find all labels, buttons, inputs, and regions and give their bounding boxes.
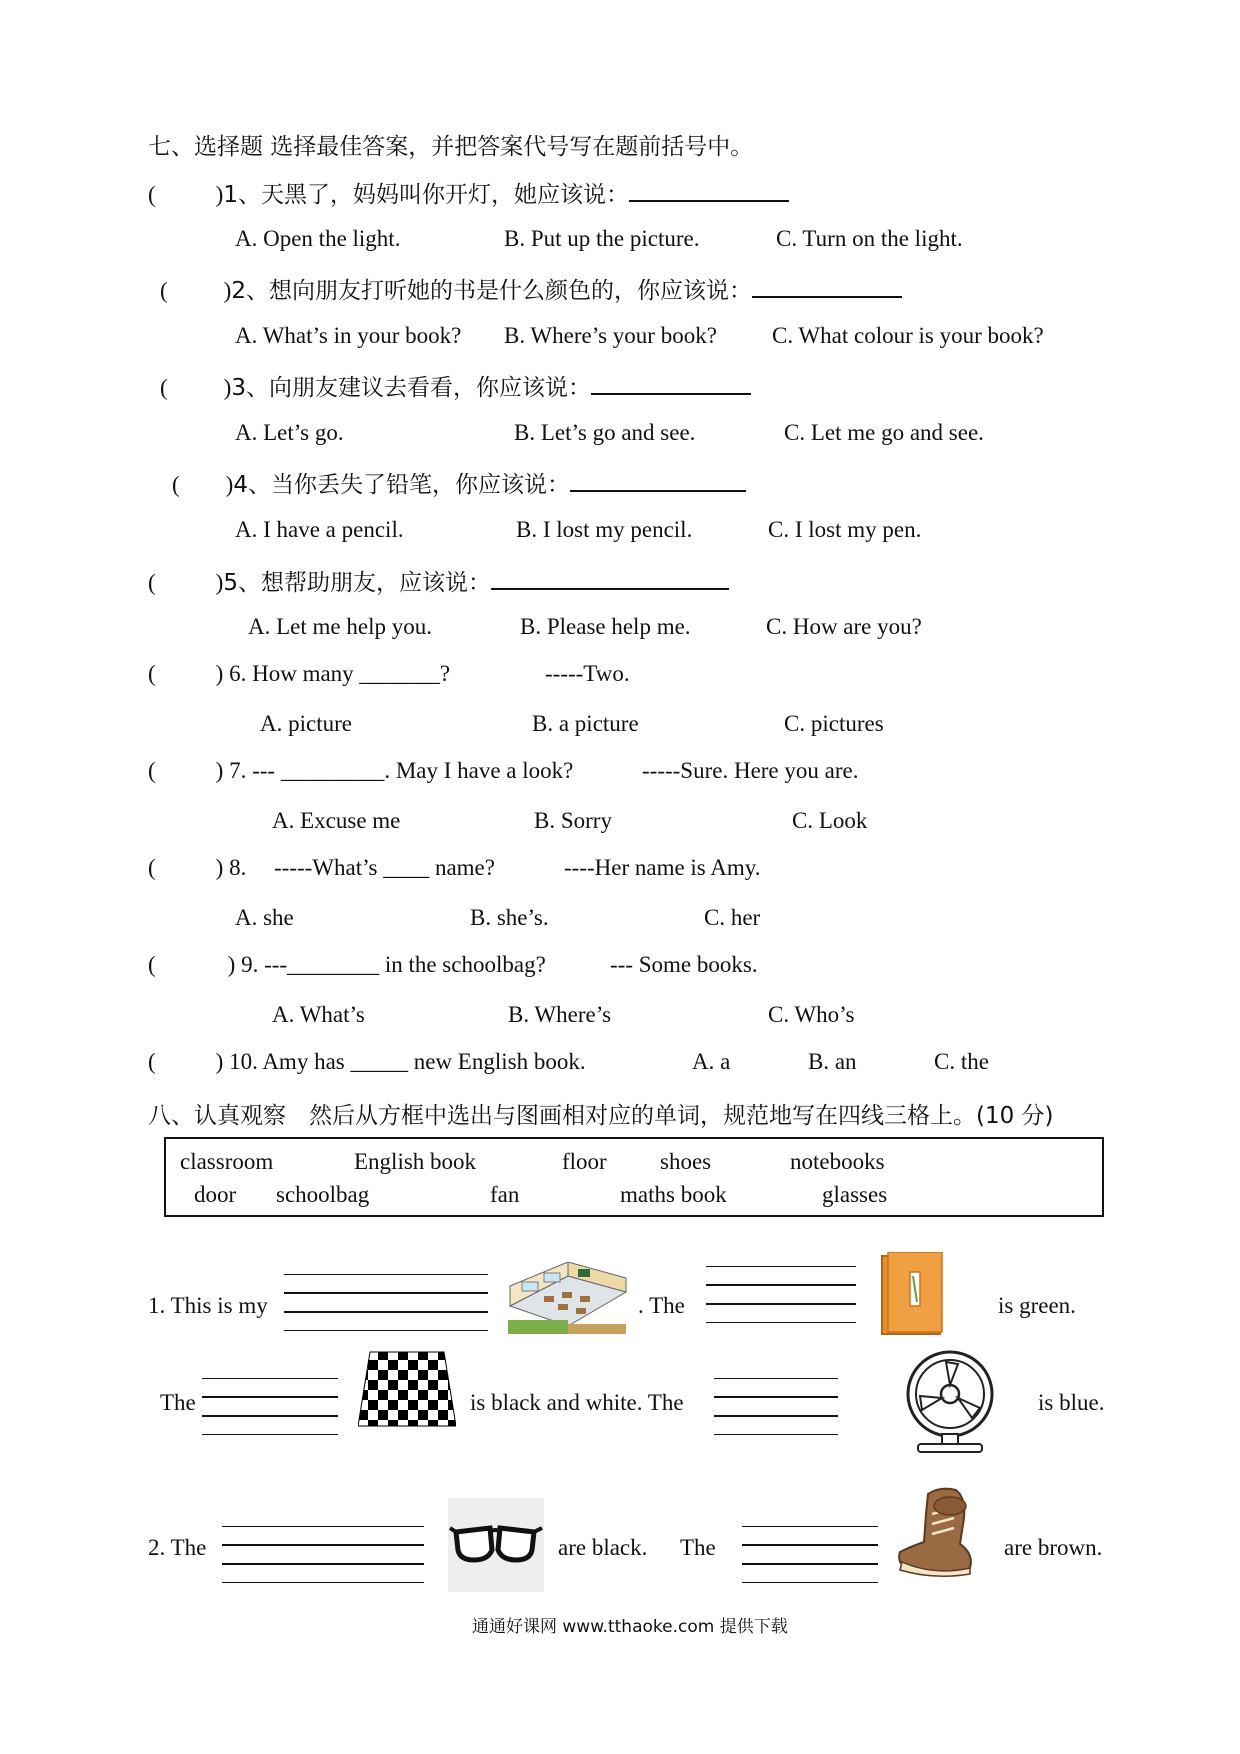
question-2: ( )2、想向朋友打听她的书是什么颜色的，你应该说：	[160, 272, 902, 305]
answer-blank[interactable]	[570, 488, 746, 492]
writing-lines-shoes[interactable]	[742, 1526, 878, 1600]
word-bank-box	[164, 1137, 1104, 1217]
s1-end: is green.	[998, 1293, 1076, 1318]
q6-option-b: B. a picture	[532, 711, 639, 736]
q5-option-a: A. Let me help you.	[248, 614, 432, 639]
q7-option-a: A. Excuse me	[272, 808, 401, 833]
q9-option-b: B. Where’s	[508, 1002, 612, 1027]
question-7: ( ) 7. --- _________. May I have a look?	[148, 758, 574, 783]
section-7-title: 七、选择题 选择最佳答案，并把答案代号写在题前括号中。	[148, 134, 754, 160]
q9-option-a: A. What’s	[272, 1002, 365, 1027]
q9-option-c: C. Who’s	[768, 1002, 855, 1027]
question-9: ( ) 9. ---________ in the schoolbag?	[148, 952, 546, 977]
q7-option-b: B. Sorry	[534, 808, 612, 833]
q4-option-c: C. I lost my pen.	[768, 517, 922, 542]
word-shoes: shoes	[660, 1149, 712, 1174]
q7-option-c: C. Look	[792, 808, 868, 833]
writing-lines-classroom[interactable]	[284, 1274, 488, 1348]
word-floor: floor	[562, 1149, 607, 1174]
writing-lines-glasses[interactable]	[222, 1526, 424, 1600]
word-notebooks: notebooks	[790, 1149, 885, 1174]
door-picture	[880, 1252, 946, 1336]
q10-option-a: A. a	[692, 1049, 731, 1074]
writing-lines-door[interactable]	[706, 1266, 856, 1340]
q10-option-c: C. the	[934, 1049, 989, 1074]
q6-option-a: A. picture	[260, 711, 352, 736]
word-classroom: classroom	[180, 1149, 274, 1174]
answer-blank[interactable]	[491, 586, 729, 590]
s3-end: are brown.	[1004, 1535, 1103, 1560]
answer-blank[interactable]	[629, 198, 789, 202]
q1-option-b: B. Put up the picture.	[504, 226, 700, 251]
q8-option-c: C. her	[704, 905, 761, 930]
classroom-picture	[504, 1262, 630, 1336]
q6-response: -----Two.	[545, 661, 630, 686]
s3-mid: are black.	[558, 1535, 648, 1560]
s3-mid2: The	[680, 1535, 716, 1560]
q8-option-a: A. she	[235, 905, 294, 930]
q4-option-b: B. I lost my pencil.	[516, 517, 693, 542]
q8-response: ----Her name is Amy.	[564, 855, 761, 880]
q2-option-a: A. What’s in your book?	[235, 323, 462, 348]
fan-picture	[902, 1350, 998, 1454]
word-maths-book: maths book	[620, 1182, 727, 1207]
q5-option-b: B. Please help me.	[520, 614, 691, 639]
answer-blank[interactable]	[591, 391, 751, 395]
question-4: ( )4、当你丢失了铅笔，你应该说：	[172, 466, 746, 499]
question-8: ( ) 8.	[148, 855, 247, 880]
q7-response: -----Sure. Here you are.	[642, 758, 859, 783]
question-5: ( )5、想帮助朋友，应该说：	[148, 564, 729, 597]
s1-prefix: 1. This is my	[148, 1293, 268, 1318]
question-3: ( )3、向朋友建议去看看，你应该说：	[160, 369, 751, 402]
writing-lines-fan[interactable]	[714, 1378, 838, 1452]
word-glasses: glasses	[822, 1182, 888, 1207]
s1-mid: . The	[638, 1293, 685, 1318]
writing-lines-floor[interactable]	[202, 1378, 338, 1452]
q8-prompt: -----What’s ____ name?	[274, 855, 495, 880]
floor-picture	[358, 1350, 456, 1428]
section-8-title: 八、认真观察 然后从方框中选出与图画相对应的单词，规范地写在四线三格上。(10 分)	[148, 1103, 1054, 1129]
q1-option-c: C. Turn on the light.	[776, 226, 963, 251]
word-english-book: English book	[354, 1149, 477, 1174]
page-footer: 通通好课网 www.tthaoke.com 提供下载	[472, 1617, 788, 1637]
s2-mid: is black and white. The	[470, 1390, 684, 1415]
q9-response: --- Some books.	[610, 952, 758, 977]
question-6: ( ) 6. How many _______?	[148, 661, 451, 686]
q2-option-c: C. What colour is your book?	[772, 323, 1044, 348]
q8-option-b: B. she’s.	[470, 905, 549, 930]
s2-prefix: The	[160, 1390, 196, 1415]
q10-option-b: B. an	[808, 1049, 857, 1074]
q3-option-b: B. Let’s go and see.	[514, 420, 696, 445]
answer-blank[interactable]	[752, 294, 902, 298]
word-door: door	[194, 1182, 237, 1207]
s3-prefix: 2. The	[148, 1535, 207, 1560]
question-10: ( ) 10. Amy has _____ new English book.	[148, 1049, 586, 1074]
q1-option-a: A. Open the light.	[235, 226, 401, 251]
q2-option-b: B. Where’s your book?	[504, 323, 717, 348]
glasses-picture	[448, 1498, 544, 1592]
question-1: ( )1、天黑了，妈妈叫你开灯，她应该说：	[148, 176, 789, 209]
q4-option-a: A. I have a pencil.	[235, 517, 404, 542]
s2-end: is blue.	[1038, 1390, 1105, 1415]
word-schoolbag: schoolbag	[276, 1182, 370, 1207]
q3-option-c: C. Let me go and see.	[784, 420, 984, 445]
shoes-picture	[894, 1484, 976, 1580]
word-fan: fan	[490, 1182, 520, 1207]
q6-option-c: C. pictures	[784, 711, 884, 736]
q5-option-c: C. How are you?	[766, 614, 922, 639]
q3-option-a: A. Let’s go.	[235, 420, 344, 445]
